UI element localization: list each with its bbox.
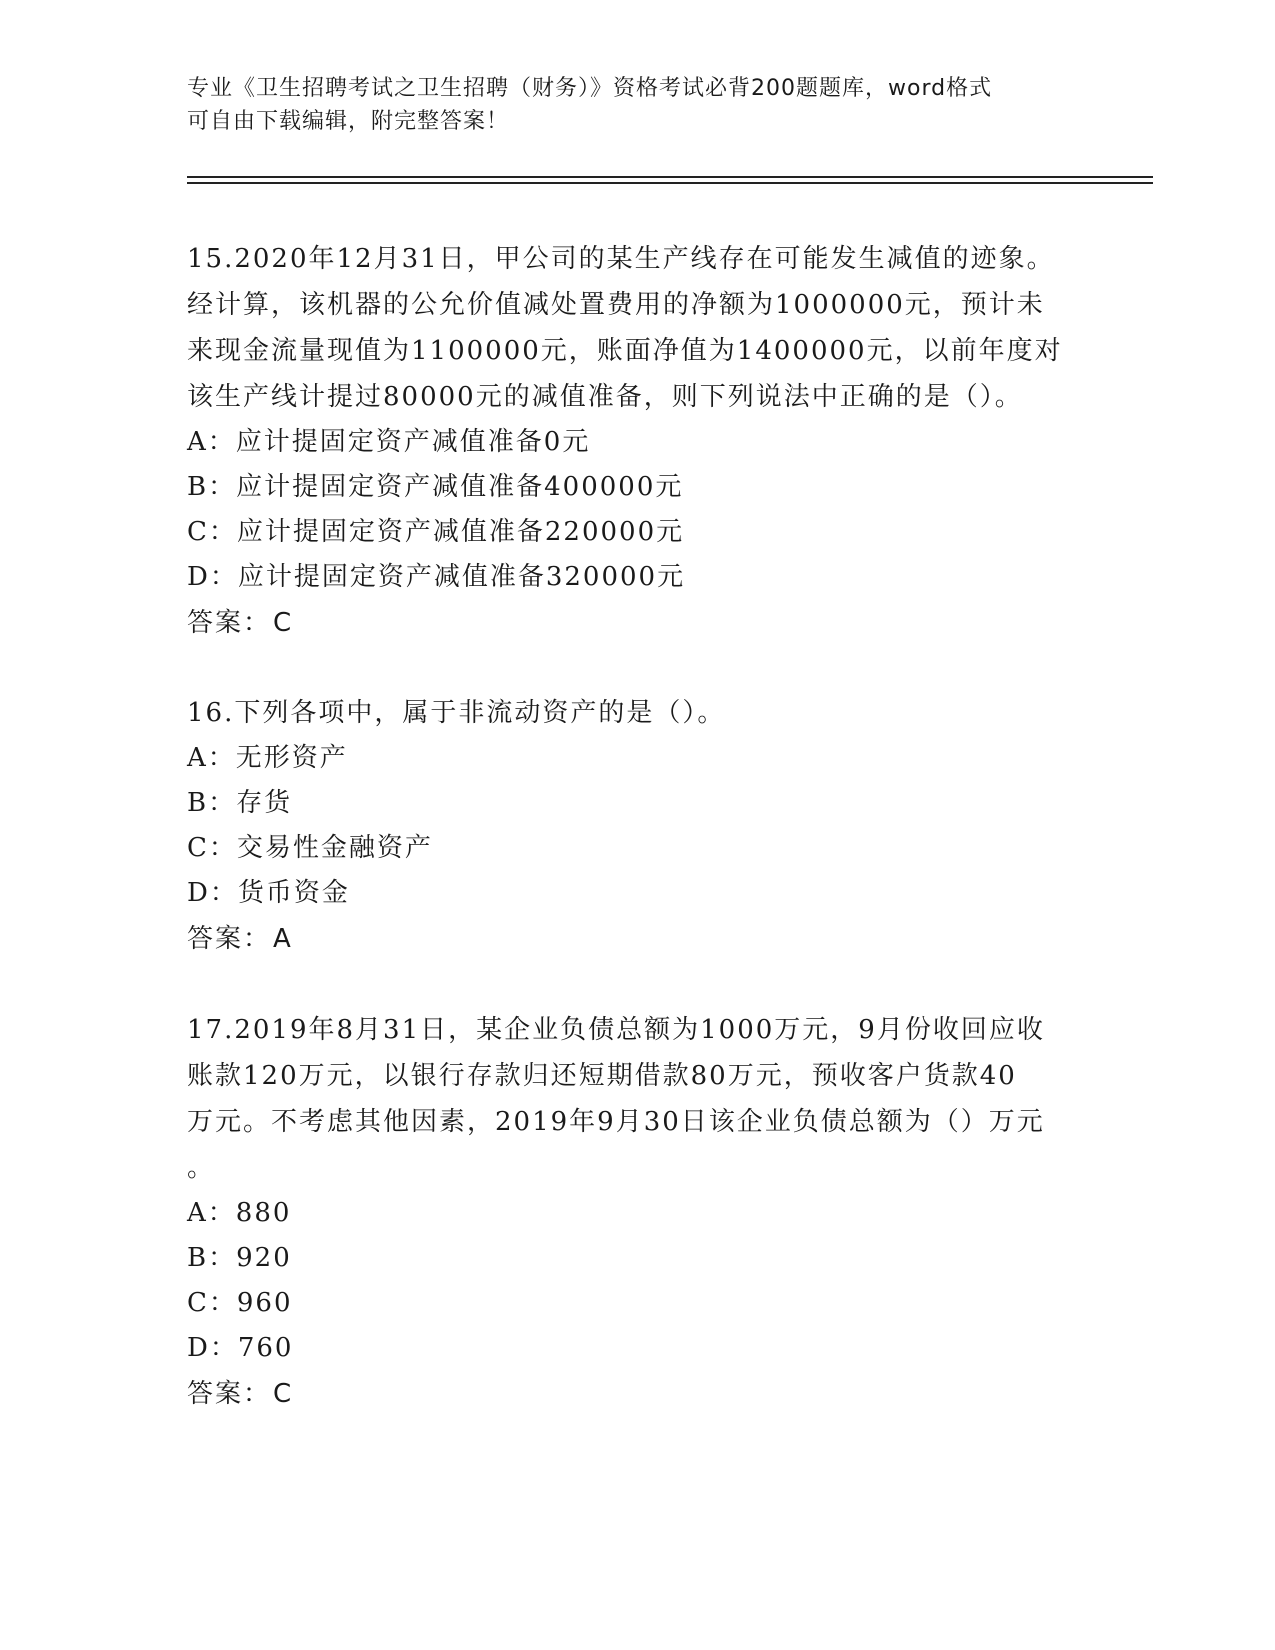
option-c: C：960 [187,1288,293,1318]
stem-line: 。 [187,1153,216,1183]
stem-line: 万元。不考虑其他因素，2019年9月30日该企业负债总额为（）万元 [187,1107,1045,1137]
option-c: C：应计提固定资产减值准备220000元 [187,517,685,547]
document-header [187,72,1067,138]
question-15 [187,236,1087,646]
option-a: A：880 [187,1198,292,1228]
option-d: D：货币资金 [187,878,350,908]
answer-label: 答案： [187,608,272,638]
answer-value: A [273,924,293,954]
header-title-line-1: 专业《卫生招聘考试之卫生招聘（财务）》资格考试必背200题题库，word格式 [187,76,993,101]
answer-line [187,600,1087,646]
answer-label: 答案： [187,1379,272,1409]
stem-line: 账款120万元，以银行存款归还短期借款80万元，预收客户货款40 [187,1061,1017,1091]
stem-line: 16.下列各项中，属于非流动资产的是（）。 [187,698,726,728]
question-16 [187,690,1087,962]
question-stem [187,690,1087,736]
option-b: B：应计提固定资产减值准备400000元 [187,472,684,502]
header-divider-bottom [187,182,1153,184]
option-a: A：应计提固定资产减值准备0元 [187,427,591,457]
option-d: D：应计提固定资产减值准备320000元 [187,562,686,592]
answer-label: 答案： [187,924,272,954]
stem-line: 经计算，该机器的公允价值减处置费用的净额为1000000元，预计未 [187,290,1045,320]
answer-value: C [273,608,294,638]
header-divider-top [187,176,1153,178]
stem-line: 17.2019年8月31日，某企业负债总额为1000万元，9月份收回应收 [187,1015,1045,1045]
answer-line [187,916,1087,962]
option-a: A：无形资产 [187,743,348,773]
stem-line: 来现金流量现值为1100000元，账面净值为1400000元，以前年度对 [187,336,1063,366]
option-c: C：交易性金融资产 [187,833,433,863]
header-title-line-2: 可自由下载编辑，附完整答案！ [187,109,510,134]
question-stem [187,1007,1087,1191]
stem-line: 该生产线计提过80000元的减值准备，则下列说法中正确的是（）。 [187,382,1023,412]
answer-value: C [273,1379,294,1409]
option-d: D：760 [187,1333,294,1363]
question-17 [187,1007,1087,1417]
option-b: B：920 [187,1243,292,1273]
answer-line [187,1371,1087,1417]
option-b: B：存货 [187,788,293,818]
question-stem [187,236,1087,420]
stem-line: 15.2020年12月31日，甲公司的某生产线存在可能发生减值的迹象。 [187,244,1055,274]
